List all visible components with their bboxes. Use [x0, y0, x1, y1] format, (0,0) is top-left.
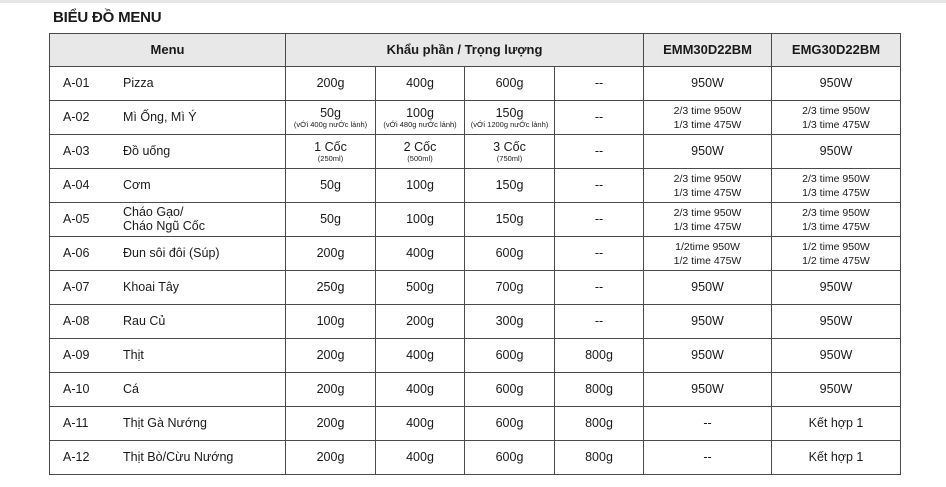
portion-value: 400g: [406, 449, 434, 464]
portion-cell: [286, 135, 376, 169]
portion-cell: [555, 67, 644, 101]
power-emg-cell: [772, 101, 901, 135]
menu-code: A-04: [63, 177, 90, 192]
power-emg: 950W: [819, 143, 853, 158]
power-emm: 2/3 time 950W 1/3 time 475W: [673, 173, 742, 199]
top-divider: [0, 0, 946, 3]
menu-name: Đồ uống: [123, 143, 171, 158]
power-emg: 950W: [819, 381, 853, 396]
table-row: [50, 271, 901, 305]
menu-cell: [50, 339, 286, 373]
menu-code: A-05: [63, 211, 90, 226]
portion-value: 300g: [495, 313, 524, 328]
portion-cell: [555, 305, 644, 339]
portion-value: 800g: [585, 347, 613, 362]
power-emg-cell: [772, 339, 901, 373]
power-emg: 950W: [819, 347, 853, 362]
table-row: [50, 169, 901, 203]
menu-code: A-07: [63, 279, 90, 294]
portion-cell: [465, 135, 555, 169]
portion-value: 200g: [316, 245, 345, 260]
portion-value: 600g: [495, 75, 524, 90]
portion-value: 400g: [406, 245, 434, 260]
portion-value: 700g: [495, 279, 524, 294]
portion-cell: [286, 339, 376, 373]
portion-value: 200g: [316, 415, 345, 430]
portion-note: (500ml): [407, 153, 433, 163]
header-model-emm: EMM30D22BM: [644, 34, 772, 67]
portion-cell: [376, 67, 465, 101]
page-title: BIỂU ĐỒ MENU: [53, 9, 162, 26]
portion-cell: [286, 67, 376, 101]
portion-cell: [465, 271, 555, 305]
power-emg: 2/3 time 950W 1/3 time 475W: [802, 173, 870, 199]
power-emm-cell: [644, 237, 772, 271]
portion-value: --: [594, 177, 604, 192]
menu-name: Rau Củ: [123, 313, 166, 328]
power-emm-cell: [644, 67, 772, 101]
portion-value: 200g: [316, 75, 345, 90]
portion-cell: [465, 237, 555, 271]
menu-code: A-10: [63, 381, 90, 396]
menu-cell: [50, 203, 286, 237]
menu-cell: [50, 169, 286, 203]
portion-value: --: [594, 143, 604, 158]
table-row: [50, 67, 901, 101]
portion-cell: [465, 373, 555, 407]
menu-name: Cháo Gạo/ Cháo Ngũ Cốc: [123, 205, 205, 233]
portion-value: 800g: [585, 449, 613, 464]
power-emm-cell: [644, 305, 772, 339]
power-emm: 950W: [691, 75, 724, 90]
menu-code: A-06: [63, 245, 90, 260]
portion-cell: [286, 407, 376, 441]
portion-value: --: [594, 211, 604, 226]
portion-cell: [555, 373, 644, 407]
menu-name: Thịt: [123, 347, 144, 362]
table-row: [50, 203, 901, 237]
portion-cell: [376, 305, 465, 339]
table-row: [50, 441, 901, 475]
power-emm-cell: [644, 101, 772, 135]
portion-cell: [555, 339, 644, 373]
portion-value: 500g: [406, 279, 434, 294]
portion-value: 3 Cốc: [493, 139, 526, 154]
portion-value: 100g: [406, 177, 434, 192]
menu-code: A-11: [63, 415, 89, 430]
menu-cell: [50, 237, 286, 271]
menu-cell: [50, 441, 286, 475]
portion-cell: [555, 169, 644, 203]
portion-cell: [376, 407, 465, 441]
portion-cell: [465, 305, 555, 339]
portion-value: 400g: [406, 75, 434, 90]
portion-value: 100g: [316, 313, 345, 328]
table-row: [50, 237, 901, 271]
power-emm: 2/3 time 950W 1/3 time 475W: [673, 105, 742, 131]
portion-note: (vỚi 400g nưỚc lảnh): [293, 119, 368, 129]
portion-cell: [286, 101, 376, 135]
power-emm-cell: [644, 135, 772, 169]
portion-cell: [286, 441, 376, 475]
menu-code: A-08: [63, 313, 90, 328]
power-emm-cell: [644, 169, 772, 203]
portion-cell: [465, 169, 555, 203]
portion-value: 50g: [320, 211, 341, 226]
portion-cell: [286, 305, 376, 339]
portion-value: 150g: [495, 105, 524, 120]
portion-value: 50g: [320, 105, 341, 120]
portion-cell: [376, 441, 465, 475]
power-emg: 950W: [819, 75, 853, 90]
table-row: [50, 339, 901, 373]
menu-code: A-09: [63, 347, 90, 362]
power-emm-cell: [644, 407, 772, 441]
portion-cell: [465, 407, 555, 441]
portion-value: 250g: [316, 279, 345, 294]
menu-chart-table: [49, 33, 901, 475]
portion-cell: [376, 169, 465, 203]
portion-value: 100g: [406, 211, 434, 226]
power-emm-cell: [644, 373, 772, 407]
portion-cell: [555, 203, 644, 237]
portion-cell: [376, 271, 465, 305]
portion-note: (750ml): [496, 153, 523, 163]
portion-value: 200g: [406, 313, 434, 328]
power-emm: 950W: [691, 143, 724, 158]
portion-value: 600g: [495, 449, 524, 464]
portion-cell: [286, 237, 376, 271]
power-emg: 950W: [819, 279, 853, 294]
portion-cell: [286, 373, 376, 407]
portion-cell: [465, 203, 555, 237]
portion-value: 400g: [406, 415, 434, 430]
power-emm-cell: [644, 271, 772, 305]
portion-value: 150g: [495, 211, 524, 226]
power-emg: 950W: [819, 313, 853, 328]
menu-name: Mì Ống, Mì Ý: [123, 109, 197, 124]
power-emg-cell: [772, 305, 901, 339]
menu-cell: [50, 373, 286, 407]
menu-code: A-03: [63, 143, 90, 158]
portion-cell: [465, 67, 555, 101]
portion-value: 600g: [495, 415, 524, 430]
power-emg-cell: [772, 271, 901, 305]
portion-value: 800g: [585, 415, 613, 430]
power-emm-cell: [644, 203, 772, 237]
portion-value: 200g: [316, 347, 345, 362]
power-emm: 950W: [691, 279, 724, 294]
power-emg-cell: [772, 135, 901, 169]
power-emg: 2/3 time 950W 1/3 time 475W: [802, 207, 870, 233]
menu-cell: [50, 271, 286, 305]
portion-cell: [376, 135, 465, 169]
power-emm-cell: [644, 441, 772, 475]
portion-cell: [465, 101, 555, 135]
menu-name: Cơm: [123, 177, 151, 192]
portion-cell: [555, 271, 644, 305]
portion-value: 400g: [406, 347, 434, 362]
portion-value: 400g: [406, 381, 434, 396]
portion-cell: [555, 101, 644, 135]
menu-cell: [50, 407, 286, 441]
portion-cell: [376, 339, 465, 373]
power-emm: 2/3 time 950W 1/3 time 475W: [673, 207, 742, 233]
table-row: [50, 135, 901, 169]
portion-cell: [376, 101, 465, 135]
portion-cell: [286, 203, 376, 237]
portion-value: --: [594, 313, 604, 328]
portion-value: 600g: [495, 381, 524, 396]
portion-cell: [555, 135, 644, 169]
power-emg: Kết hợp 1: [808, 449, 864, 464]
menu-name: Đun sôi đôi (Súp): [123, 245, 220, 260]
power-emg: 2/3 time 950W 1/3 time 475W: [802, 105, 870, 131]
menu-cell: [50, 305, 286, 339]
portion-cell: [286, 169, 376, 203]
power-emm: 1/2time 950W 1/2 time 475W: [673, 241, 742, 267]
portion-note: (250ml): [317, 153, 344, 163]
portion-cell: [376, 203, 465, 237]
menu-name: Thịt Gà Nướng: [123, 415, 207, 430]
portion-cell: [555, 237, 644, 271]
header-portion: Khẩu phần / Trọng lượng: [286, 34, 644, 67]
power-emg: Kết hợp 1: [808, 415, 864, 430]
portion-value: --: [594, 75, 604, 90]
portion-cell: [555, 441, 644, 475]
portion-value: 600g: [495, 347, 524, 362]
portion-cell: [286, 271, 376, 305]
portion-cell: [465, 441, 555, 475]
portion-cell: [555, 407, 644, 441]
table-row: [50, 101, 901, 135]
portion-value: 800g: [585, 381, 613, 396]
menu-code: A-12: [63, 449, 90, 464]
portion-value: 100g: [406, 105, 434, 120]
table-row: [50, 407, 901, 441]
menu-cell: [50, 135, 286, 169]
portion-note: (vỚi 480g nưỚc lảnh): [383, 119, 457, 129]
table-row: [50, 373, 901, 407]
power-emg-cell: [772, 237, 901, 271]
portion-cell: [376, 373, 465, 407]
portion-note: (vỚi 1200g nưỚc lảnh): [470, 119, 549, 129]
header-model-emg: EMG30D22BM: [772, 34, 901, 67]
menu-cell: [50, 67, 286, 101]
portion-value: 600g: [495, 245, 524, 260]
portion-value: 150g: [495, 177, 524, 192]
menu-code: A-01: [63, 75, 90, 90]
portion-value: --: [594, 279, 604, 294]
portion-value: 1 Cốc: [314, 139, 347, 154]
header-menu: Menu: [50, 34, 286, 67]
power-emm: 950W: [691, 313, 724, 328]
power-emm: --: [703, 415, 712, 430]
power-emm: 950W: [691, 347, 724, 362]
portion-value: 50g: [320, 177, 341, 192]
menu-cell: [50, 101, 286, 135]
menu-code: A-02: [63, 109, 90, 124]
portion-value: --: [594, 109, 604, 124]
menu-name: Cá: [123, 381, 139, 396]
table-row: [50, 305, 901, 339]
power-emm: --: [703, 449, 712, 464]
portion-value: 2 Cốc: [403, 139, 437, 154]
power-emg-cell: [772, 441, 901, 475]
menu-name: Khoai Tây: [123, 279, 180, 294]
power-emg-cell: [772, 203, 901, 237]
power-emg-cell: [772, 373, 901, 407]
power-emm-cell: [644, 339, 772, 373]
portion-value: --: [594, 245, 604, 260]
power-emg-cell: [772, 169, 901, 203]
portion-value: 200g: [316, 449, 345, 464]
menu-name: Pizza: [123, 75, 154, 90]
power-emg-cell: [772, 67, 901, 101]
menu-name: Thịt Bò/Cừu Nướng: [123, 449, 234, 464]
power-emg-cell: [772, 407, 901, 441]
portion-value: 200g: [316, 381, 345, 396]
portion-cell: [376, 237, 465, 271]
power-emm: 950W: [691, 381, 724, 396]
table-header-row: [50, 34, 901, 67]
power-emg: 1/2 time 950W 1/2 time 475W: [802, 241, 870, 267]
portion-cell: [465, 339, 555, 373]
